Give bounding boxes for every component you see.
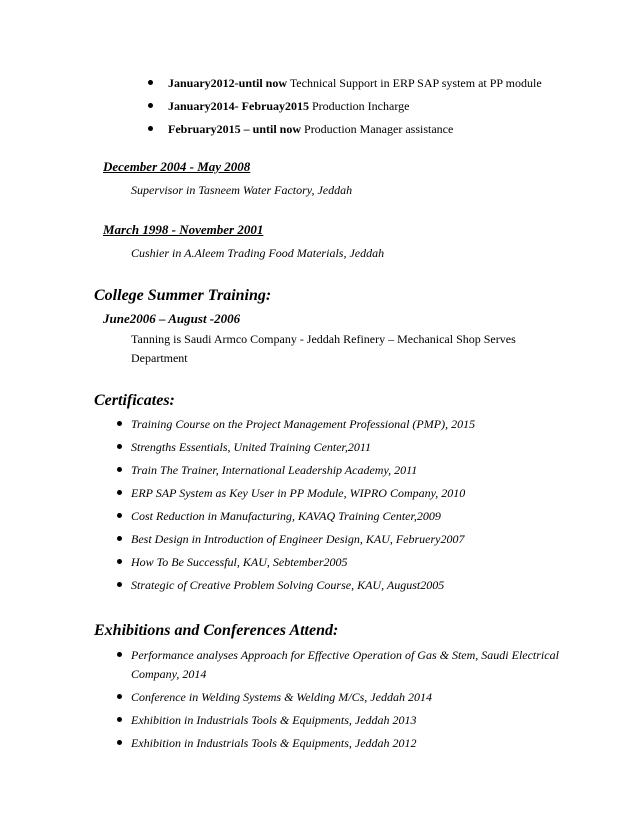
bullet-icon <box>117 467 122 472</box>
role-date: January2012-until now <box>168 76 288 90</box>
bullet-icon <box>148 80 153 85</box>
bullet-icon <box>117 717 122 722</box>
exhibition-item-line: Exhibition in Industrials Tools & Equipments, Jeddah 2012 <box>131 736 417 750</box>
certificate-item: Strategic of Creative Problem Solving Course, KAU, August2005 <box>131 578 445 592</box>
section-heading-exhibitions: Exhibitions and Conferences Attend: <box>94 622 339 639</box>
experience-period: December 2004 - May 2008 <box>103 159 251 174</box>
bullet-icon <box>117 444 122 449</box>
bullet-icon <box>117 490 122 495</box>
bullet-icon <box>117 740 122 745</box>
experience-title: Supervisor in Tasneem Water Factory, Jeddah <box>131 183 353 197</box>
bullet-icon <box>117 536 122 541</box>
certificate-item: Cost Reduction in Manufacturing, KAVAQ Training Center,2009 <box>131 509 441 523</box>
exhibition-item-line: Company, 2014 <box>131 667 207 681</box>
current-role-item <box>168 76 542 90</box>
certificate-item: Train The Trainer, International Leadership Academy, 2011 <box>131 463 418 477</box>
exhibition-item-line: Performance analyses Approach for Effective Operation of Gas & Stem, Saudi Electrical <box>131 648 559 662</box>
role-desc: Production Incharge <box>309 99 410 113</box>
summer-training-period: June2006 – August -2006 <box>103 311 241 326</box>
bullet-icon <box>117 652 122 657</box>
bullet-icon <box>148 103 153 108</box>
role-desc: Production Manager assistance <box>301 122 454 136</box>
role-desc: Technical Support in ERP SAP system at PP module <box>287 76 542 90</box>
certificate-item: Best Design in Introduction of Engineer Design, KAU, Februery2007 <box>131 532 465 546</box>
experience-title: Cushier in A.Aleem Trading Food Materials, Jeddah <box>131 246 385 260</box>
certificate-item: Training Course on the Project Management Professional (PMP), 2015 <box>131 417 476 431</box>
experience-period: March 1998 - November 2001 <box>103 222 264 237</box>
bullet-icon <box>117 694 122 699</box>
certificate-item: How To Be Successful, KAU, Sebtember2005 <box>131 555 348 569</box>
certificate-item: Strengths Essentials, United Training Center,2011 <box>131 440 372 454</box>
role-date: February2015 – until now <box>168 122 302 136</box>
section-heading-certificates: Certificates: <box>94 392 175 409</box>
current-role-item <box>168 122 453 136</box>
bullet-icon <box>117 582 122 587</box>
current-role-item <box>168 99 409 113</box>
role-date: January2014- Februay2015 <box>168 99 309 113</box>
exhibition-item-line: Conference in Welding Systems & Welding M/Cs, Jeddah 2014 <box>131 690 432 704</box>
bullet-icon <box>117 513 122 518</box>
bullet-icon <box>117 559 122 564</box>
bullet-icon <box>148 126 153 131</box>
bullet-icon <box>117 421 122 426</box>
section-heading-summer-training: College Summer Training: <box>94 287 272 304</box>
certificate-item: ERP SAP System as Key User in PP Module, WIPRO Company, 2010 <box>131 486 466 500</box>
summer-training-line: Tanning is Saudi Armco Company - Jeddah Refinery – Mechanical Shop Serves <box>131 332 516 346</box>
exhibition-item-line: Exhibition in Industrials Tools & Equipments, Jeddah 2013 <box>131 713 417 727</box>
summer-training-line: Department <box>131 351 188 365</box>
